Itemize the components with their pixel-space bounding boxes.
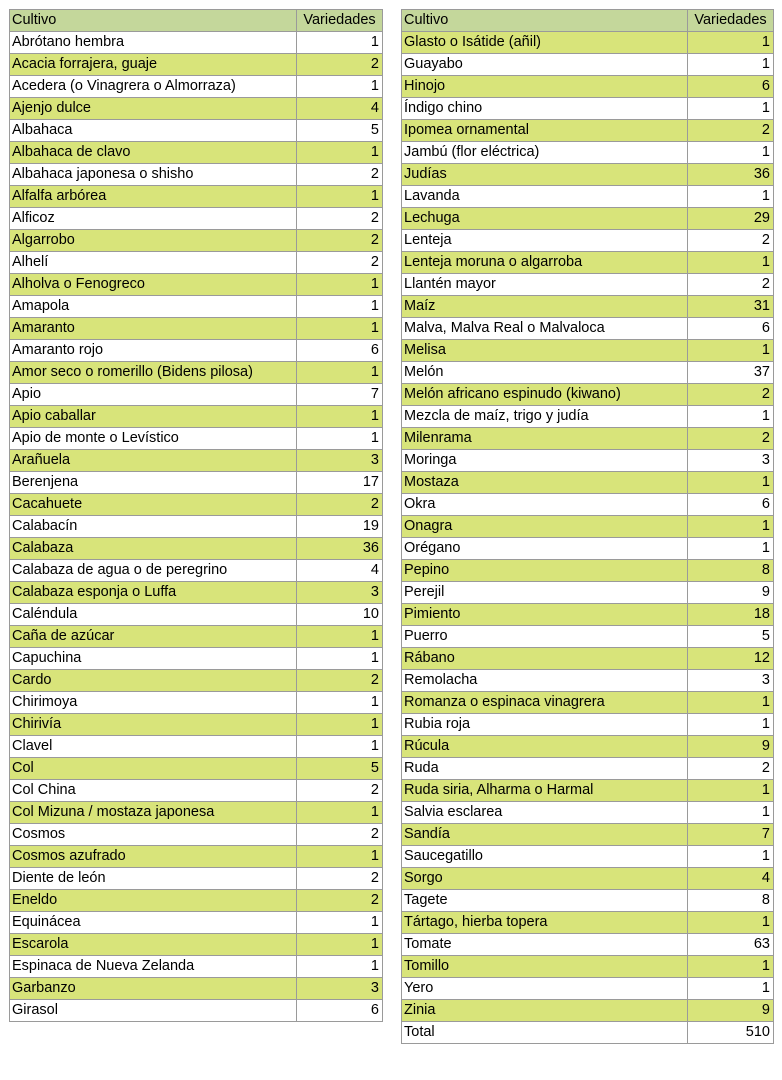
varieties-cell: 63 [688, 934, 774, 956]
table-row [10, 516, 383, 538]
crop-cell: Abrótano hembra [10, 32, 297, 54]
table-row [402, 934, 774, 956]
crop-cell: Mostaza [402, 472, 688, 494]
crop-cell: Albahaca japonesa o shisho [10, 164, 297, 186]
crop-cell: Zinia [402, 1000, 688, 1022]
crop-cell: Malva, Malva Real o Malvaloca [402, 318, 688, 340]
varieties-cell: 1 [688, 98, 774, 120]
table-row [10, 868, 383, 890]
crop-cell: Alholva o Fenogreco [10, 274, 297, 296]
crop-cell: Jambú (flor eléctrica) [402, 142, 688, 164]
varieties-cell: 1 [688, 714, 774, 736]
table-row [10, 142, 383, 164]
crop-cell: Calabaza de agua o de peregrino [10, 560, 297, 582]
crop-cell: Sandía [402, 824, 688, 846]
table-row [402, 670, 774, 692]
crop-cell: Sorgo [402, 868, 688, 890]
table-row [10, 318, 383, 340]
crop-cell: Arañuela [10, 450, 297, 472]
varieties-cell: 1 [688, 978, 774, 1000]
varieties-cell: 5 [688, 626, 774, 648]
varieties-cell: 8 [688, 890, 774, 912]
crop-cell: Melón [402, 362, 688, 384]
varieties-cell: 4 [688, 868, 774, 890]
varieties-cell: 5 [297, 758, 383, 780]
table-row [402, 626, 774, 648]
crop-cell: Milenrama [402, 428, 688, 450]
crop-column-header: Cultivo [10, 10, 297, 32]
crop-cell: Pepino [402, 560, 688, 582]
varieties-cell: 1 [688, 406, 774, 428]
table-row [402, 780, 774, 802]
varieties-cell: 1 [688, 516, 774, 538]
varieties-cell: 1 [688, 252, 774, 274]
crop-cell: Moringa [402, 450, 688, 472]
crop-cell: Cosmos [10, 824, 297, 846]
crop-cell: Lavanda [402, 186, 688, 208]
crop-cell: Clavel [10, 736, 297, 758]
crop-cell: Rubia roja [402, 714, 688, 736]
crop-cell: Chirivía [10, 714, 297, 736]
varieties-cell: 2 [297, 208, 383, 230]
table-row [10, 934, 383, 956]
varieties-cell: 4 [297, 560, 383, 582]
table-row [10, 604, 383, 626]
table-row [402, 406, 774, 428]
crop-cell: Llantén mayor [402, 274, 688, 296]
table-row [10, 494, 383, 516]
crop-cell: Melón africano espinudo (kiwano) [402, 384, 688, 406]
table-row [402, 120, 774, 142]
table-row [10, 824, 383, 846]
crop-column-header: Cultivo [402, 10, 688, 32]
table-row [10, 582, 383, 604]
total-row [402, 1022, 774, 1044]
varieties-cell: 1 [688, 538, 774, 560]
crop-cell: Tagete [402, 890, 688, 912]
varieties-cell: 2 [297, 824, 383, 846]
table-row [402, 186, 774, 208]
varieties-cell: 1 [688, 54, 774, 76]
varieties-cell: 7 [297, 384, 383, 406]
varieties-cell: 4 [297, 98, 383, 120]
header-row [10, 10, 383, 32]
table-row [10, 384, 383, 406]
crop-cell: Tomate [402, 934, 688, 956]
varieties-cell: 3 [297, 582, 383, 604]
varieties-cell: 17 [297, 472, 383, 494]
varieties-cell: 1 [297, 274, 383, 296]
crop-cell: Girasol [10, 1000, 297, 1022]
varieties-cell: 1 [297, 736, 383, 758]
crop-cell: Pimiento [402, 604, 688, 626]
crop-cell: Rábano [402, 648, 688, 670]
crop-cell: Calabaza [10, 538, 297, 560]
crop-cell: Puerro [402, 626, 688, 648]
crop-cell: Tártago, hierba topera [402, 912, 688, 934]
table-row [402, 890, 774, 912]
crop-cell: Caña de azúcar [10, 626, 297, 648]
varieties-cell: 7 [688, 824, 774, 846]
table-row [10, 736, 383, 758]
table-row [402, 912, 774, 934]
varieties-cell: 2 [688, 384, 774, 406]
table-row [402, 604, 774, 626]
crop-cell: Calabacín [10, 516, 297, 538]
crop-cell: Amaranto [10, 318, 297, 340]
crop-cell: Berenjena [10, 472, 297, 494]
table-row [402, 714, 774, 736]
table-row [402, 978, 774, 1000]
crop-cell: Algarrobo [10, 230, 297, 252]
table-row [402, 450, 774, 472]
crop-cell: Amor seco o romerillo (Bidens pilosa) [10, 362, 297, 384]
table-row [10, 626, 383, 648]
varieties-cell: 1 [688, 956, 774, 978]
crop-cell: Judías [402, 164, 688, 186]
table-row [10, 912, 383, 934]
crop-cell: Alhelí [10, 252, 297, 274]
crop-cell: Ajenjo dulce [10, 98, 297, 120]
varieties-cell: 19 [297, 516, 383, 538]
varieties-cell: 1 [297, 318, 383, 340]
table-row [10, 362, 383, 384]
table-row [10, 186, 383, 208]
table-row [402, 868, 774, 890]
crop-cell: Mezcla de maíz, trigo y judía [402, 406, 688, 428]
varieties-cell: 1 [297, 186, 383, 208]
table-row [402, 230, 774, 252]
crop-cell: Okra [402, 494, 688, 516]
crop-cell: Hinojo [402, 76, 688, 98]
table-row [402, 1000, 774, 1022]
varieties-cell: 1 [297, 714, 383, 736]
varieties-cell: 29 [688, 208, 774, 230]
varieties-cell: 12 [688, 648, 774, 670]
varieties-column-header: Variedades [688, 10, 774, 32]
varieties-cell: 1 [297, 362, 383, 384]
varieties-cell: 1 [688, 802, 774, 824]
varieties-cell: 10 [297, 604, 383, 626]
header-row [402, 10, 774, 32]
crop-cell: Tomillo [402, 956, 688, 978]
varieties-cell: 9 [688, 582, 774, 604]
varieties-cell: 1 [297, 802, 383, 824]
varieties-cell: 9 [688, 1000, 774, 1022]
varieties-cell: 1 [688, 186, 774, 208]
varieties-cell: 1 [297, 626, 383, 648]
table-row [402, 142, 774, 164]
crop-cell: Garbanzo [10, 978, 297, 1000]
table-row [10, 32, 383, 54]
crop-cell: Lenteja moruna o algarroba [402, 252, 688, 274]
table-row [402, 76, 774, 98]
varieties-cell: 1 [688, 692, 774, 714]
crop-cell: Lenteja [402, 230, 688, 252]
varieties-cell: 2 [297, 230, 383, 252]
table-row [10, 802, 383, 824]
table-row [402, 802, 774, 824]
table-row [10, 340, 383, 362]
varieties-cell: 3 [688, 450, 774, 472]
table-row [402, 318, 774, 340]
varieties-cell: 36 [688, 164, 774, 186]
crop-cell: Glasto o Isátide (añil) [402, 32, 688, 54]
crop-cell: Diente de león [10, 868, 297, 890]
crop-cell: Romanza o espinaca vinagrera [402, 692, 688, 714]
varieties-cell: 2 [688, 274, 774, 296]
crop-cell: Eneldo [10, 890, 297, 912]
table-row [402, 736, 774, 758]
crop-cell: Capuchina [10, 648, 297, 670]
table-row [10, 274, 383, 296]
crop-cell: Espinaca de Nueva Zelanda [10, 956, 297, 978]
crop-cell: Acacia forrajera, guaje [10, 54, 297, 76]
crop-cell: Equinácea [10, 912, 297, 934]
table-row [10, 758, 383, 780]
crop-cell: Col China [10, 780, 297, 802]
crop-cell: Apio [10, 384, 297, 406]
table-row [10, 296, 383, 318]
varieties-cell: 1 [297, 648, 383, 670]
crop-cell: Cosmos azufrado [10, 846, 297, 868]
table-row [10, 406, 383, 428]
varieties-cell: 1 [297, 406, 383, 428]
varieties-cell: 2 [688, 120, 774, 142]
crop-cell: Caléndula [10, 604, 297, 626]
table-row [10, 714, 383, 736]
crop-cell: Índigo chino [402, 98, 688, 120]
table-row [402, 758, 774, 780]
varieties-cell: 1 [297, 296, 383, 318]
table-row [10, 670, 383, 692]
table-row [402, 340, 774, 362]
crop-cell: Rúcula [402, 736, 688, 758]
crop-cell: Remolacha [402, 670, 688, 692]
varieties-cell: 1 [297, 692, 383, 714]
table-row [402, 428, 774, 450]
crop-cell: Ruda siria, Alharma o Harmal [402, 780, 688, 802]
table-row [402, 472, 774, 494]
table-row [402, 362, 774, 384]
crop-cell: Albahaca de clavo [10, 142, 297, 164]
varieties-cell: 1 [688, 846, 774, 868]
table-row [10, 208, 383, 230]
varieties-cell: 1 [688, 472, 774, 494]
varieties-cell: 3 [297, 978, 383, 1000]
crop-cell: Orégano [402, 538, 688, 560]
table-row [10, 1000, 383, 1022]
table-row [402, 846, 774, 868]
varieties-cell: 1 [297, 912, 383, 934]
crop-cell: Yero [402, 978, 688, 1000]
crop-cell: Ipomea ornamental [402, 120, 688, 142]
total-value: 510 [688, 1022, 774, 1044]
varieties-cell: 36 [297, 538, 383, 560]
varieties-cell: 2 [688, 758, 774, 780]
varieties-cell: 6 [688, 318, 774, 340]
table-row [10, 648, 383, 670]
varieties-cell: 8 [688, 560, 774, 582]
varieties-cell: 1 [297, 142, 383, 164]
varieties-cell: 1 [297, 934, 383, 956]
varieties-cell: 6 [297, 340, 383, 362]
table-row [402, 164, 774, 186]
crop-cell: Apio de monte o Levístico [10, 428, 297, 450]
varieties-cell: 1 [688, 780, 774, 802]
varieties-cell: 6 [688, 76, 774, 98]
crop-cell: Melisa [402, 340, 688, 362]
varieties-cell: 1 [297, 428, 383, 450]
table-row [402, 494, 774, 516]
table-row [10, 450, 383, 472]
table-row [10, 890, 383, 912]
varieties-cell: 3 [297, 450, 383, 472]
table-row [402, 538, 774, 560]
left-crop-table [9, 9, 383, 1022]
varieties-cell: 1 [688, 32, 774, 54]
varieties-cell: 1 [297, 76, 383, 98]
varieties-cell: 1 [688, 912, 774, 934]
varieties-cell: 3 [688, 670, 774, 692]
crop-cell: Alfalfa arbórea [10, 186, 297, 208]
crop-cell: Amaranto rojo [10, 340, 297, 362]
crop-cell: Onagra [402, 516, 688, 538]
crop-cell: Col Mizuna / mostaza japonesa [10, 802, 297, 824]
table-row [402, 252, 774, 274]
table-row [402, 32, 774, 54]
varieties-cell: 9 [688, 736, 774, 758]
varieties-cell: 1 [297, 32, 383, 54]
table-row [10, 560, 383, 582]
crop-cell: Col [10, 758, 297, 780]
total-label: Total [402, 1022, 688, 1044]
varieties-cell: 2 [297, 780, 383, 802]
table-row [10, 692, 383, 714]
varieties-cell: 2 [297, 868, 383, 890]
varieties-cell: 2 [297, 54, 383, 76]
table-row [10, 538, 383, 560]
table-row [402, 956, 774, 978]
varieties-cell: 2 [297, 252, 383, 274]
varieties-cell: 2 [688, 428, 774, 450]
varieties-cell: 6 [297, 1000, 383, 1022]
varieties-cell: 31 [688, 296, 774, 318]
crop-cell: Alficoz [10, 208, 297, 230]
table-row [10, 956, 383, 978]
crop-cell: Saucegatillo [402, 846, 688, 868]
table-row [10, 230, 383, 252]
varieties-cell: 2 [297, 494, 383, 516]
table-row [402, 582, 774, 604]
crop-cell: Cacahuete [10, 494, 297, 516]
crop-cell: Lechuga [402, 208, 688, 230]
table-row [10, 120, 383, 142]
crop-cell: Ruda [402, 758, 688, 780]
table-row [402, 54, 774, 76]
table-row [402, 274, 774, 296]
varieties-cell: 2 [297, 890, 383, 912]
table-row [10, 54, 383, 76]
table-row [10, 978, 383, 1000]
crop-cell: Maíz [402, 296, 688, 318]
varieties-cell: 6 [688, 494, 774, 516]
varieties-column-header: Variedades [297, 10, 383, 32]
table-row [402, 692, 774, 714]
crop-cell: Albahaca [10, 120, 297, 142]
crop-cell: Guayabo [402, 54, 688, 76]
crop-cell: Amapola [10, 296, 297, 318]
crop-cell: Apio caballar [10, 406, 297, 428]
crop-cell: Salvia esclarea [402, 802, 688, 824]
varieties-cell: 18 [688, 604, 774, 626]
table-row [402, 560, 774, 582]
varieties-cell: 2 [297, 670, 383, 692]
right-crop-table [401, 9, 774, 1044]
table-row [402, 648, 774, 670]
table-row [402, 98, 774, 120]
table-row [402, 384, 774, 406]
table-row [10, 252, 383, 274]
table-row [10, 846, 383, 868]
table-row [402, 208, 774, 230]
table-row [402, 296, 774, 318]
varieties-cell: 2 [688, 230, 774, 252]
table-row [402, 516, 774, 538]
varieties-cell: 1 [688, 340, 774, 362]
varieties-cell: 37 [688, 362, 774, 384]
crop-cell: Acedera (o Vinagrera o Almorraza) [10, 76, 297, 98]
table-row [10, 780, 383, 802]
varieties-cell: 5 [297, 120, 383, 142]
crop-cell: Escarola [10, 934, 297, 956]
varieties-cell: 2 [297, 164, 383, 186]
table-row [10, 164, 383, 186]
table-row [10, 98, 383, 120]
table-row [10, 472, 383, 494]
crop-cell: Calabaza esponja o Luffa [10, 582, 297, 604]
table-row [402, 824, 774, 846]
varieties-cell: 1 [297, 846, 383, 868]
crop-cell: Cardo [10, 670, 297, 692]
table-row [10, 428, 383, 450]
varieties-cell: 1 [297, 956, 383, 978]
crop-cell: Chirimoya [10, 692, 297, 714]
varieties-cell: 1 [688, 142, 774, 164]
crop-cell: Perejil [402, 582, 688, 604]
table-row [10, 76, 383, 98]
